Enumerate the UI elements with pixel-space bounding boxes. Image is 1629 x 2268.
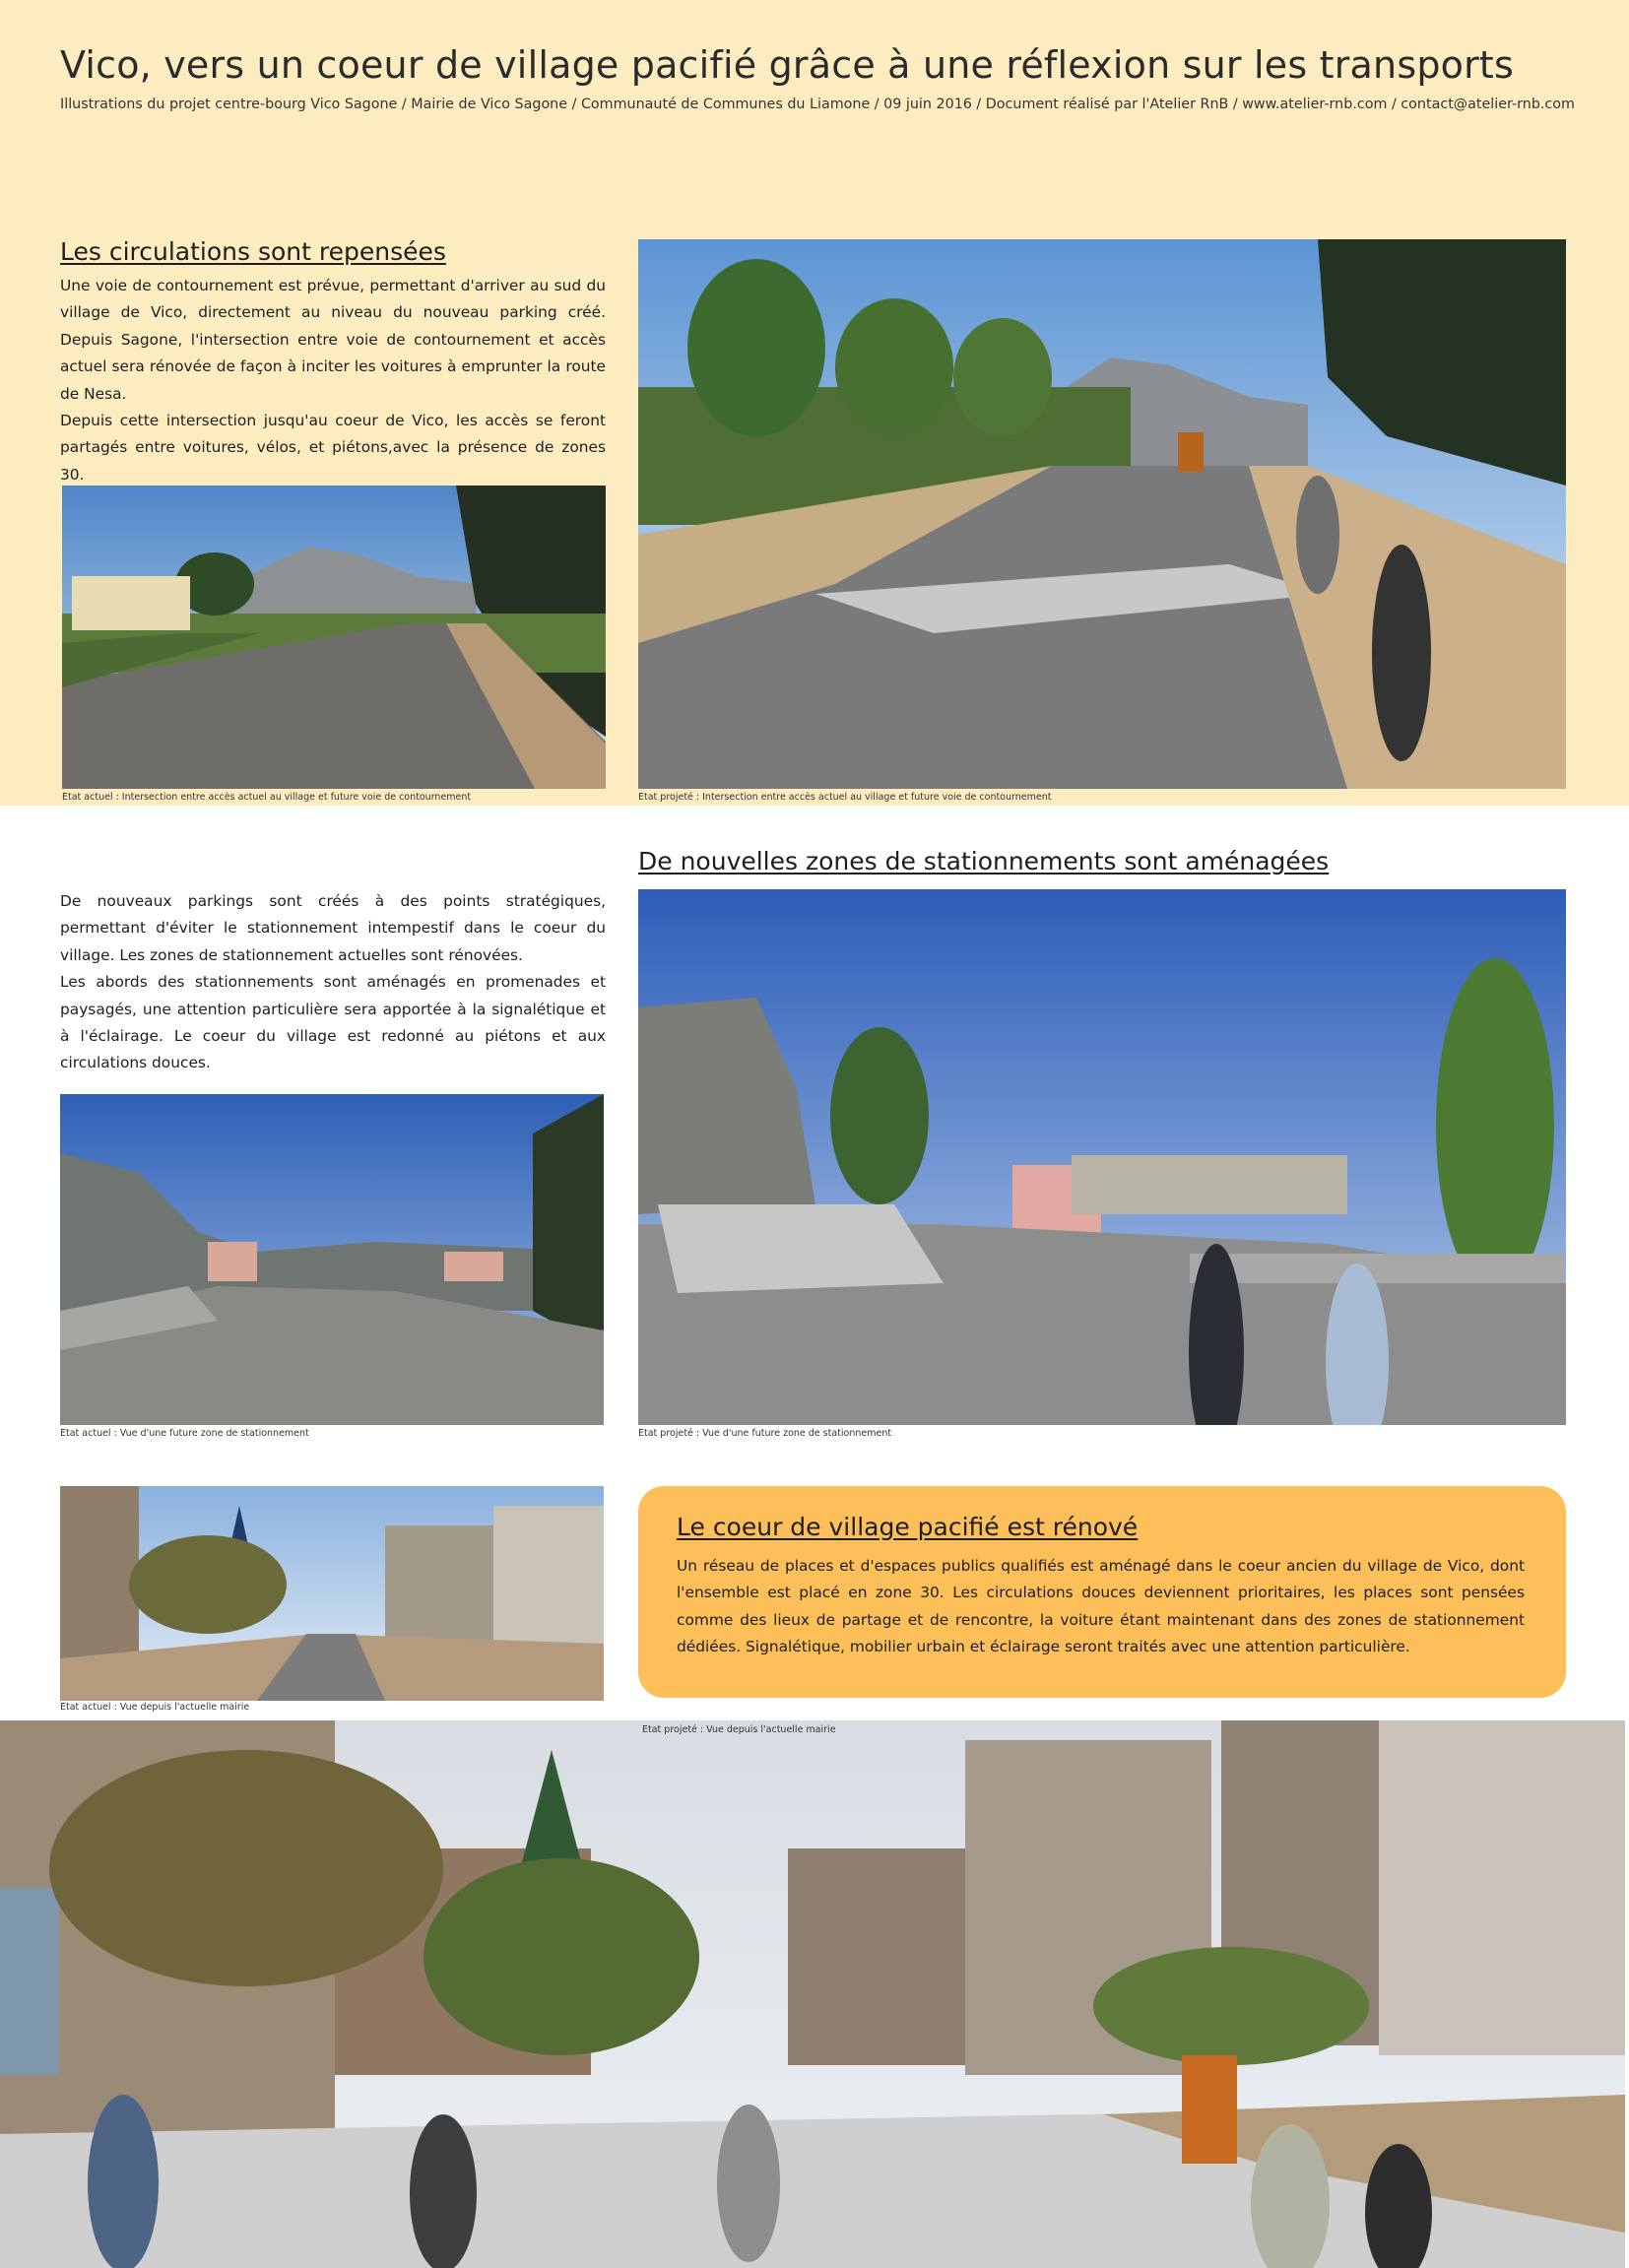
caption-projected-intersection: Etat projeté : Intersection entre accès actuel au village et future voie de contournement [638,792,1052,803]
section-text-stationnements [60,888,606,1077]
paragraph: Depuis cette intersection jusqu'au coeur de Vico, les accès se feront partagés entre voitures, vélos, et piétons,avec la présence de zones 30. [60,412,606,484]
section-heading-coeur-village: Le coeur de village pacifié est rénové [677,1513,1139,1541]
caption-current-parking: Etat actuel : Vue d'une future zone de stationnement [60,1428,309,1439]
section-heading-circulations: Les circulations sont repensées [60,237,446,266]
callout-coeur-village [638,1486,1566,1698]
photo-projected-parking [638,889,1566,1425]
photo-current-intersection [62,486,606,789]
paragraph: De nouveaux parkings sont créés à des points stratégiques, permettant d'éviter le stationnement intempestif dans le coeur du village. Les zones de stationnement actuelles sont rénovées. [60,892,606,964]
photo-current-mairie [60,1486,604,1701]
paragraph: Les abords des stationnements sont aménagés en promenades et paysagés, une attention particulière sera apportée à la signalétique et à l'éclairage. Le coeur du village est redonné au piétons et aux circulations douces. [60,973,606,1072]
paragraph: Une voie de contournement est prévue, permettant d'arriver au sud du village de Vico, directement au niveau du nouveau parking créé. Depuis Sagone, l'intersection entre voie de contournement et accès actuel sera rénovée de façon à inciter les voitures à emprunter la route de Nesa. [60,277,606,403]
photo-current-parking [60,1094,604,1425]
photo-projected-mairie [0,1720,1625,2268]
caption-projected-mairie: Etat projeté : Vue depuis l'actuelle mairie [642,1724,836,1735]
section-text-coeur-village: Un réseau de places et d'espaces publics qualifiés est aménagé dans le coeur ancien du village de Vico, dont l'ensemble est placé en zone 30. Les circulations douces deviennent prioritaires, les places sont pensées comme des lieux de partage et de rencontre, la voiture étant maintenant dans des zones de stationnement dédiées. Signalétique, mobilier urbain et éclairage seront traités avec une attention particulière. [677,1557,1525,1656]
caption-current-mairie: Etat actuel : Vue depuis l'actuelle mairie [60,1702,250,1713]
section-text-circulations [60,273,606,488]
photo-projected-intersection [638,239,1566,789]
page-subtitle: Illustrations du projet centre-bourg Vico Sagone / Mairie de Vico Sagone / Communauté de Communes du Liamone / 09 juin 2016 / Document réalisé par l'Atelier RnB / www.atelier-rnb.com / contact@atelier-rnb.com [60,97,1575,112]
section-heading-stationnements: De nouvelles zones de stationnements sont aménagées [638,847,1330,875]
caption-projected-parking: Etat projeté : Vue d'une future zone de stationnement [638,1428,892,1439]
caption-current-intersection: Etat actuel : Intersection entre accès actuel au village et future voie de contournement [62,792,472,803]
page-title: Vico, vers un coeur de village pacifié grâce à une réflexion sur les transports [60,43,1515,87]
